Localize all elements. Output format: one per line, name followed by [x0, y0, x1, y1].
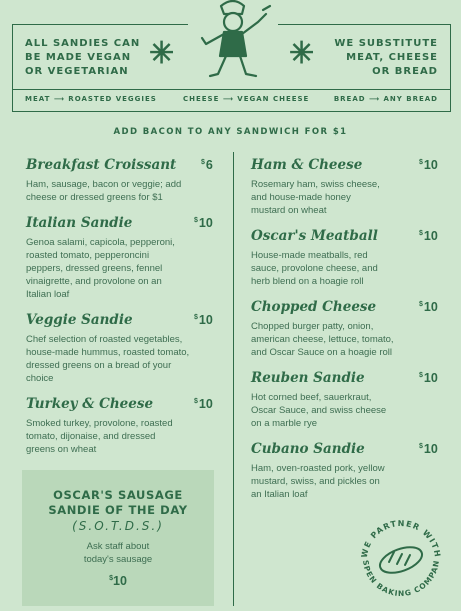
price-value: 10: [198, 216, 213, 230]
item-name: Breakfast Croissant: [26, 157, 177, 173]
item-description: Ham, sausage, bacon or veggie; add cheese or dressed greens for $1: [26, 179, 182, 203]
menu-item: [26, 157, 196, 204]
substitute-note: [334, 37, 438, 79]
item-name: Turkey & Cheese: [26, 396, 154, 412]
item-price: [194, 313, 213, 327]
menu-item: [251, 299, 411, 359]
banner-divider: [13, 89, 450, 90]
currency-sign: $: [419, 372, 423, 379]
vegan-note: [25, 37, 140, 79]
item-name: Ham & Cheese: [251, 157, 363, 173]
currency-sign: $: [419, 159, 423, 166]
partner-badge: [353, 510, 449, 606]
price-value: 10: [198, 397, 213, 411]
currency-sign: $: [194, 314, 198, 321]
asterisk-icon: ✳: [149, 37, 175, 70]
item-description: Rosemary ham, swiss cheese, and house-made honey mustard on wheat: [251, 179, 380, 216]
currency-sign: $: [109, 575, 113, 582]
currency-sign: $: [194, 217, 198, 224]
menu-item: [251, 370, 391, 430]
menu-item: [26, 215, 186, 301]
vegan-note-line: OR VEGETARIAN: [25, 66, 129, 77]
item-description: Hot corned beef, sauerkraut, Oscar Sauce, and swiss cheese on a marble rye: [251, 392, 387, 429]
substitute-note-line: WE SUBSTITUTE: [334, 38, 438, 49]
price-value: 10: [423, 229, 438, 243]
substitute-note-line: MEAT, CHEESE: [346, 52, 438, 63]
vegan-note-line: ALL SANDIES CAN: [25, 38, 141, 49]
sub-bread: BREAD ⟶ ANY BREAD: [333, 95, 438, 103]
price-value: 10: [423, 158, 438, 172]
sotd-title-line: OSCAR'S SAUSAGE: [53, 488, 183, 502]
item-name: Italian Sandie: [26, 215, 133, 231]
item-name: Reuben Sandie: [251, 370, 365, 386]
partner-text-bottom: SPEN BAKING COMPAN: [360, 559, 442, 599]
asterisk-icon: ✳: [289, 37, 315, 70]
menu-item: [251, 441, 386, 501]
item-name: Chopped Cheese: [251, 299, 377, 315]
price-value: 6: [205, 158, 213, 172]
currency-sign: $: [419, 230, 423, 237]
currency-sign: $: [419, 443, 423, 450]
menu-item: [26, 396, 186, 456]
menu-item: [251, 228, 391, 288]
sub-meat: MEAT ⟶ ROASTED VEGGIES: [25, 95, 157, 103]
item-description: Genoa salami, capicola, pepperoni, roasted tomato, pepperoncini peppers, dressed greens, fennel vinaigrette, and provolone on an Italian loaf: [26, 237, 175, 300]
item-price: [419, 371, 438, 385]
item-price: [194, 216, 213, 230]
item-name: Cubano Sandie: [251, 441, 365, 457]
sotd-abbreviation: (S.O.T.D.S.): [72, 519, 164, 533]
column-divider: [233, 152, 234, 606]
price-value: 10: [423, 442, 438, 456]
item-price: [419, 229, 438, 243]
substitute-note-line: OR BREAD: [372, 66, 438, 77]
menu-item: [26, 312, 191, 385]
sausage-of-the-day-panel: [22, 470, 214, 606]
price-value: 10: [113, 574, 127, 588]
sotd-title-line: SANDIE OF THE DAY: [48, 503, 188, 517]
currency-sign: $: [201, 159, 205, 166]
item-price: [194, 397, 213, 411]
item-description: Smoked turkey, provolone, roasted tomato, dijonaise, and dressed greens on wheat: [26, 418, 173, 455]
currency-sign: $: [194, 398, 198, 405]
item-price: [419, 158, 438, 172]
chef-mascot-icon: [188, 0, 278, 84]
partner-text-top: WE PARTNER WITH: [359, 518, 443, 559]
price-value: 10: [423, 371, 438, 385]
sub-cheese: CHEESE ⟶ VEGAN CHEESE: [183, 95, 310, 103]
price-value: 10: [423, 300, 438, 314]
item-price: [419, 300, 438, 314]
bread-loaf-icon: [377, 542, 426, 578]
bacon-note: ADD BACON TO ANY SANDWICH FOR $1: [113, 127, 348, 137]
item-description: Chef selection of roasted vegetables, house-made hummus, roasted tomato, dressed greens on a bread of your choice: [26, 334, 190, 384]
sotd-price: [22, 574, 214, 588]
item-description: Chopped burger patty, onion, american cheese, lettuce, tomato, and Oscar Sauce on a hoagie roll: [251, 321, 394, 358]
menu-item: [251, 157, 386, 217]
item-description: Ham, oven-roasted pork, yellow mustard, swiss, and pickles on an Italian loaf: [251, 463, 385, 500]
currency-sign: $: [419, 301, 423, 308]
sotd-description: Ask staff about today's sausage: [83, 541, 153, 565]
price-value: 10: [198, 313, 213, 327]
item-name: Veggie Sandie: [26, 312, 133, 328]
item-name: Oscar's Meatball: [251, 228, 378, 244]
item-price: [201, 158, 213, 172]
item-price: [419, 442, 438, 456]
item-description: House-made meatballs, red sauce, provolone cheese, and herb blend on a hoagie roll: [251, 250, 378, 287]
vegan-note-line: BE MADE VEGAN: [25, 52, 132, 63]
